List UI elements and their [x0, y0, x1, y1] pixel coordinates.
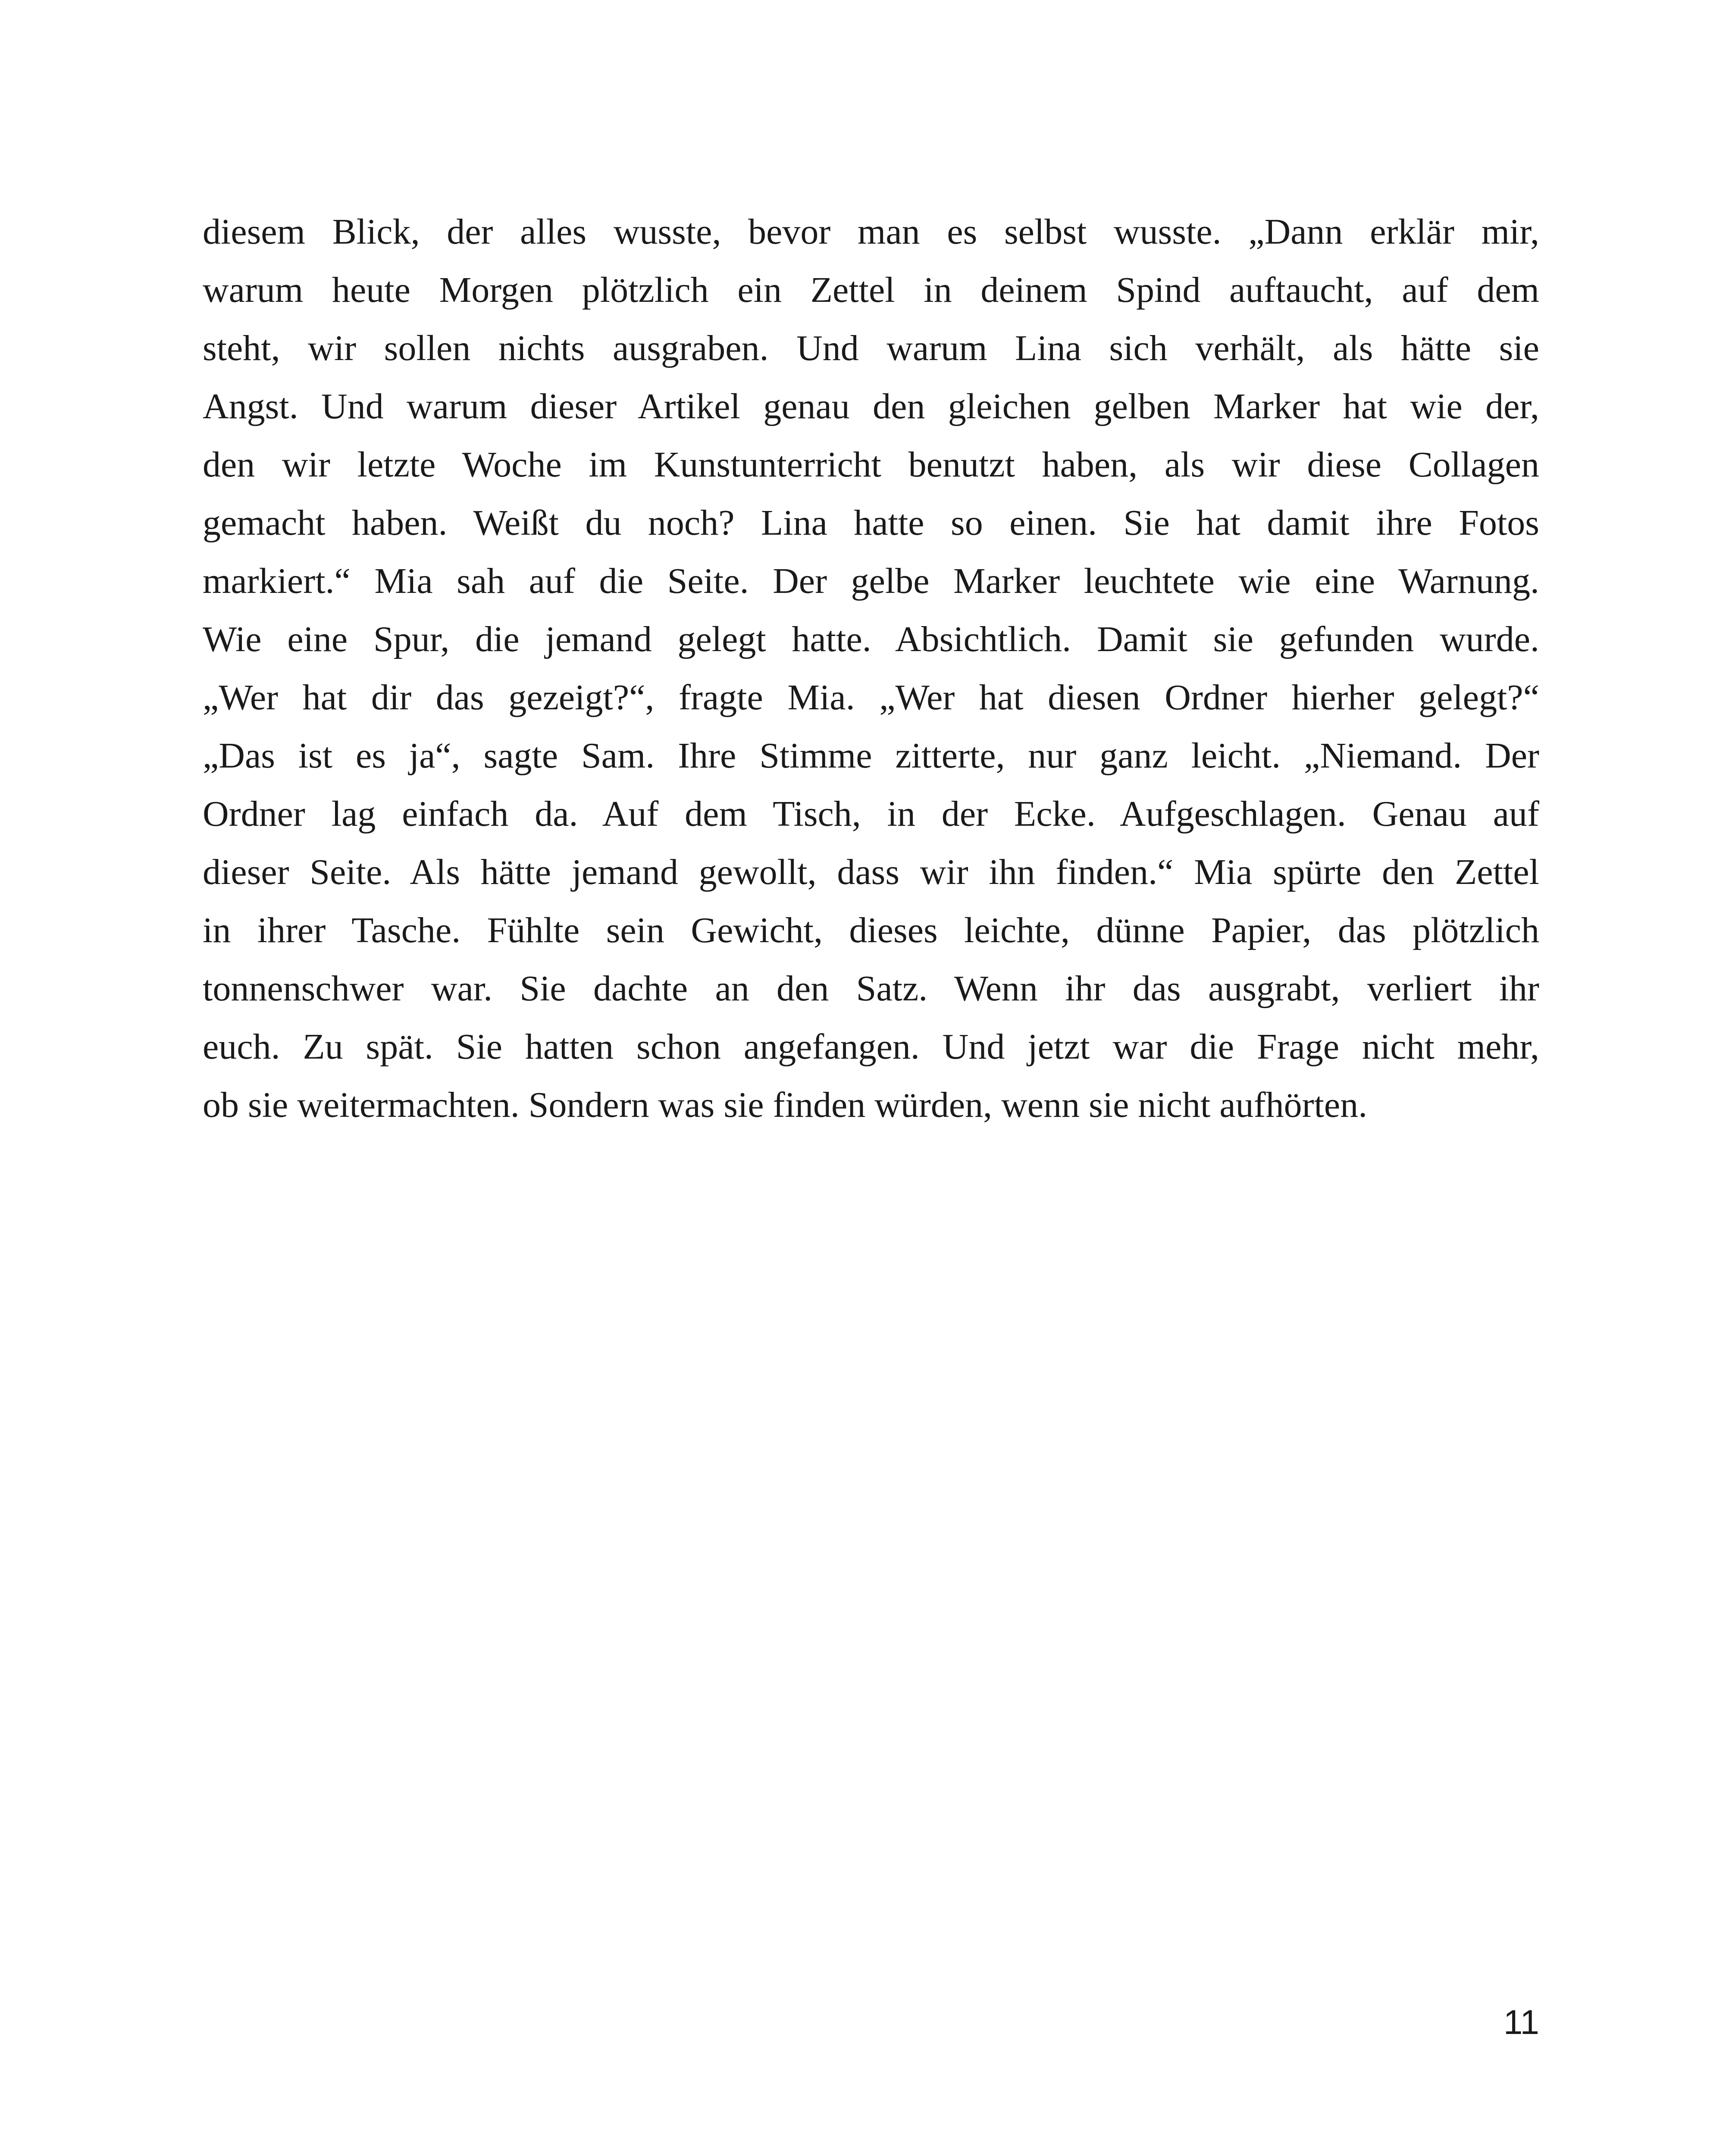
text-line: diesem Blick, der alles wusste, bevor man es selbst wusste. „Dann erklär mir, — [203, 212, 1539, 252]
text-line: euch. Zu spät. Sie hatten schon angefangen. Und jetzt war die Frage nicht mehr, — [203, 1027, 1539, 1067]
text-line: in ihrer Tasche. Fühlte sein Gewicht, dieses leichte, dünne Papier, das plötzlich — [203, 910, 1539, 950]
text-line: warum heute Morgen plötzlich ein Zettel in deinem Spind auftaucht, auf dem — [203, 270, 1539, 310]
text-line: Wie eine Spur, die jemand gelegt hatte. Absichtlich. Damit sie gefunden wurde. — [203, 619, 1539, 659]
text-line: den wir letzte Woche im Kunstunterricht benutzt haben, als wir diese Collagen — [203, 445, 1539, 485]
page-number: 11 — [1503, 2003, 1539, 2041]
text-line: „Wer hat dir das gezeigt?“, fragte Mia. „Wer hat diesen Ordner hierher gelegt?“ — [203, 677, 1539, 718]
text-line: ob sie weitermachten. Sondern was sie finden würden, wenn sie nicht aufhörten. — [203, 1085, 1368, 1125]
body-paragraph — [203, 203, 1539, 1134]
text-line: gemacht haben. Weißt du noch? Lina hatte so einen. Sie hat damit ihre Fotos — [203, 503, 1539, 543]
text-line: Ordner lag einfach da. Auf dem Tisch, in der Ecke. Aufgeschlagen. Genau auf — [203, 794, 1539, 834]
text-line: „Das ist es ja“, sagte Sam. Ihre Stimme zitterte, nur ganz leicht. „Niemand. Der — [203, 736, 1539, 776]
text-line: dieser Seite. Als hätte jemand gewollt, dass wir ihn finden.“ Mia spürte den Zettel — [203, 852, 1539, 892]
text-line: Angst. Und warum dieser Artikel genau den gleichen gelben Marker hat wie der, — [203, 386, 1539, 426]
text-line: tonnenschwer war. Sie dachte an den Satz. Wenn ihr das ausgrabt, verliert ihr — [203, 968, 1539, 1009]
text-line: steht, wir sollen nichts ausgraben. Und warum Lina sich verhält, als hätte sie — [203, 328, 1539, 368]
text-line: markiert.“ Mia sah auf die Seite. Der gelbe Marker leuchtete wie eine Warnung. — [203, 561, 1539, 601]
